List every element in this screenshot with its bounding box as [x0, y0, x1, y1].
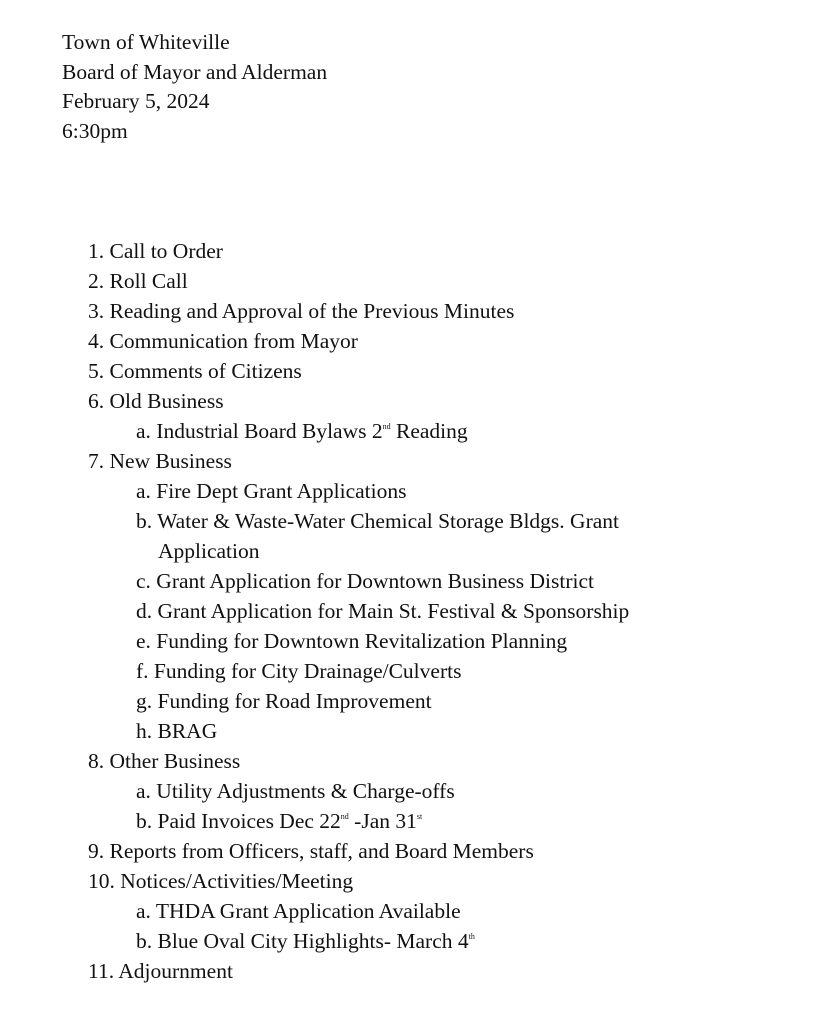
- meeting-time: 6:30pm: [62, 118, 128, 143]
- meeting-date: February 5, 2024: [62, 89, 210, 113]
- subitem-text-continued: Application: [158, 539, 260, 563]
- agenda-subitem-road: g. Funding for Road Improvement: [136, 689, 432, 713]
- subitem-text: Reading: [390, 419, 468, 443]
- agenda-list: [88, 236, 788, 986]
- town-name: Town of Whiteville: [62, 30, 230, 54]
- agenda-subitem-thda: a. THDA Grant Application Available: [136, 899, 461, 923]
- agenda-item-call-to-order: 1. Call to Order: [88, 239, 223, 263]
- subitem-text: b. Water & Waste-Water Chemical Storage Bldgs. Grant: [136, 509, 620, 533]
- agenda-subitem-water-storage: [88, 506, 788, 566]
- agenda-subitem-festival-grant: d. Grant Application for Main St. Festival & Sponsorship: [136, 599, 630, 623]
- agenda-subitem-bylaws: [88, 416, 788, 446]
- document-header: [62, 28, 327, 146]
- ordinal-suffix: st: [416, 812, 423, 821]
- agenda-subitem-downtown-grant: c. Grant Application for Downtown Business District: [136, 569, 595, 593]
- ordinal-suffix: nd: [340, 812, 349, 821]
- agenda-item-notices: 10. Notices/Activities/Meeting: [88, 869, 354, 893]
- subitem-text: a. Industrial Board Bylaws 2: [136, 419, 383, 443]
- agenda-subitem-brag: h. BRAG: [136, 719, 218, 743]
- subitem-text: b. Paid Invoices Dec 22: [136, 809, 341, 833]
- subitem-text: -Jan 31: [348, 809, 417, 833]
- agenda-subitem-utility: a. Utility Adjustments & Charge-offs: [136, 779, 455, 803]
- agenda-item-new-business: 7. New Business: [88, 449, 232, 473]
- ordinal-suffix: th: [468, 932, 475, 941]
- agenda-item-adjournment: 11. Adjournment: [88, 959, 233, 983]
- agenda-subitem-fire-dept: a. Fire Dept Grant Applications: [136, 479, 407, 503]
- agenda-subitem-blue-oval: [88, 926, 788, 956]
- agenda-item-minutes: 3. Reading and Approval of the Previous Minutes: [88, 299, 515, 323]
- agenda-subitem-drainage: f. Funding for City Drainage/Culverts: [136, 659, 462, 683]
- subitem-text: b. Blue Oval City Highlights- March 4: [136, 929, 469, 953]
- agenda-subitem-invoices: [88, 806, 788, 836]
- board-name: Board of Mayor and Alderman: [62, 59, 328, 84]
- agenda-item-roll-call: 2. Roll Call: [88, 269, 188, 293]
- agenda-item-mayor-communication: 4. Communication from Mayor: [88, 329, 358, 353]
- ordinal-suffix: nd: [382, 422, 391, 431]
- agenda-subitem-revitalization: e. Funding for Downtown Revitalization Planning: [136, 629, 568, 653]
- agenda-item-old-business: 6. Old Business: [88, 389, 224, 413]
- agenda-item-other-business: 8. Other Business: [88, 749, 241, 773]
- agenda-item-citizen-comments: 5. Comments of Citizens: [88, 359, 302, 383]
- agenda-item-reports: 9. Reports from Officers, staff, and Board Members: [88, 839, 534, 863]
